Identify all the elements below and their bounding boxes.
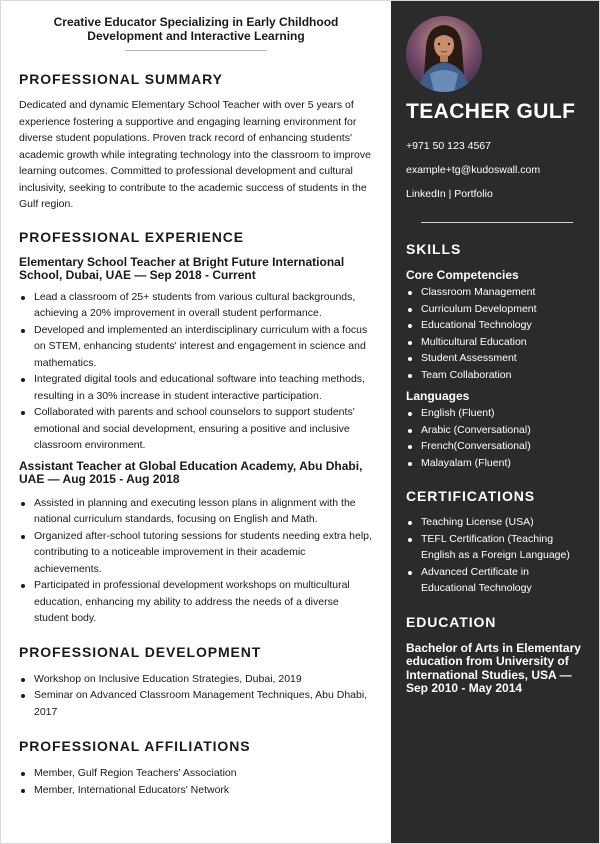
job-bullet: Collaborated with parents and school counselors to support students' emotional and social development, ensuring a positive and inclusive classroom environment. bbox=[19, 404, 373, 454]
headline-divider bbox=[125, 50, 267, 51]
languages-title: Languages bbox=[406, 389, 470, 403]
profile-photo-icon bbox=[406, 16, 482, 92]
languages-list bbox=[406, 405, 585, 471]
development-item: Workshop on Inclusive Education Strategies, Dubai, 2019 bbox=[19, 671, 373, 688]
skill-item: Student Assessment bbox=[406, 350, 585, 367]
certification-item: Advanced Certificate in Educational Technology bbox=[406, 564, 585, 597]
summary-title: PROFESSIONAL SUMMARY bbox=[19, 71, 223, 87]
certifications-list bbox=[406, 514, 585, 597]
candidate-name: TEACHER GULF bbox=[406, 100, 576, 123]
skill-item: Curriculum Development bbox=[406, 301, 585, 318]
job-heading: Assistant Teacher at Global Education Academy, Abu Dhabi, UAE — Aug 2015 - Aug 2018 bbox=[19, 458, 363, 486]
affiliation-item: Member, International Educators' Network bbox=[19, 782, 373, 799]
development-title: PROFESSIONAL DEVELOPMENT bbox=[19, 643, 262, 660]
job-bullet: Participated in professional development workshops on multicultural education, enhancing my ability to address the needs of a diverse student body. bbox=[19, 577, 373, 627]
job-bullet: Assisted in planning and executing lesson plans in alignment with the national curriculum standards, focusing on English and Math. bbox=[19, 495, 373, 528]
education-entry: Bachelor of Arts in Elementary education from University of International Studies, USA — Sep 2010 - May 2014 bbox=[406, 640, 581, 695]
job-bullets bbox=[19, 289, 373, 454]
language-item: English (Fluent) bbox=[406, 405, 585, 422]
language-item: Arabic (Conversational) bbox=[406, 422, 585, 439]
job-bullet: Lead a classroom of 25+ students from various cultural backgrounds, achieving a 20% improvement in overall student performance. bbox=[19, 289, 373, 322]
skill-item: Classroom Management bbox=[406, 284, 585, 301]
skill-item: Team Collaboration bbox=[406, 367, 585, 384]
certifications-title: CERTIFICATIONS bbox=[406, 488, 536, 504]
experience-title: PROFESSIONAL EXPERIENCE bbox=[19, 228, 245, 245]
profile-links[interactable]: LinkedIn | Portfolio bbox=[406, 188, 493, 200]
sidebar-divider bbox=[421, 222, 573, 223]
summary-text: Dedicated and dynamic Elementary School Teacher with over 5 years of experience fostering a supportive and engaging learning environment for diverse student populations. Proven track record of enhancing students' academic growth while integrating technology into the classroom to improve learning outcomes. Committed to professional development and cultural inclusivity, seeking to contribute to the academic success of students in the Gulf region. bbox=[19, 99, 371, 210]
phone: +971 50 123 4567 bbox=[406, 140, 491, 152]
headline: Creative Educator Specializing in Early Childhood Development and Interactive Learning bbox=[53, 15, 339, 43]
job-bullet: Organized after-school tutoring sessions for students needing extra help, contributing to a noticeable improvement in their academic achievements. bbox=[19, 528, 373, 578]
certification-item: TEFL Certification (Teaching English as a Foreign Language) bbox=[406, 531, 585, 564]
skills-title: SKILLS bbox=[406, 241, 462, 257]
education-title: EDUCATION bbox=[406, 613, 497, 630]
development-item: Seminar on Advanced Classroom Management Techniques, Abu Dhabi, 2017 bbox=[19, 687, 373, 720]
certification-item: Teaching License (USA) bbox=[406, 514, 585, 531]
avatar bbox=[406, 16, 482, 92]
job-bullet: Developed and implemented an interdisciplinary curriculum with a focus on STEM, enhancing students' interest and engagement in science and mathematics. bbox=[19, 322, 373, 372]
affiliations-list bbox=[19, 765, 373, 798]
core-competencies-list bbox=[406, 284, 585, 383]
main-column bbox=[1, 1, 391, 843]
sidebar bbox=[391, 1, 599, 843]
development-list bbox=[19, 671, 373, 721]
job-bullet: Integrated digital tools and educational software into teaching methods, resulting in a 30% increase in student interactive participation. bbox=[19, 371, 373, 404]
skill-item: Educational Technology bbox=[406, 317, 585, 334]
email-link[interactable]: example+tg@kudoswall.com bbox=[406, 164, 541, 176]
affiliations-title: PROFESSIONAL AFFILIATIONS bbox=[19, 738, 251, 754]
skill-item: Multicultural Education bbox=[406, 334, 585, 351]
job-heading: Elementary School Teacher at Bright Future International School, Dubai, UAE — Sep 2018 - Current bbox=[19, 254, 345, 282]
core-competencies-title: Core Competencies bbox=[406, 268, 519, 282]
language-item: Malayalam (Fluent) bbox=[406, 455, 585, 472]
affiliation-item: Member, Gulf Region Teachers' Association bbox=[19, 765, 373, 782]
language-item: French(Conversational) bbox=[406, 438, 585, 455]
job-bullets bbox=[19, 495, 373, 627]
